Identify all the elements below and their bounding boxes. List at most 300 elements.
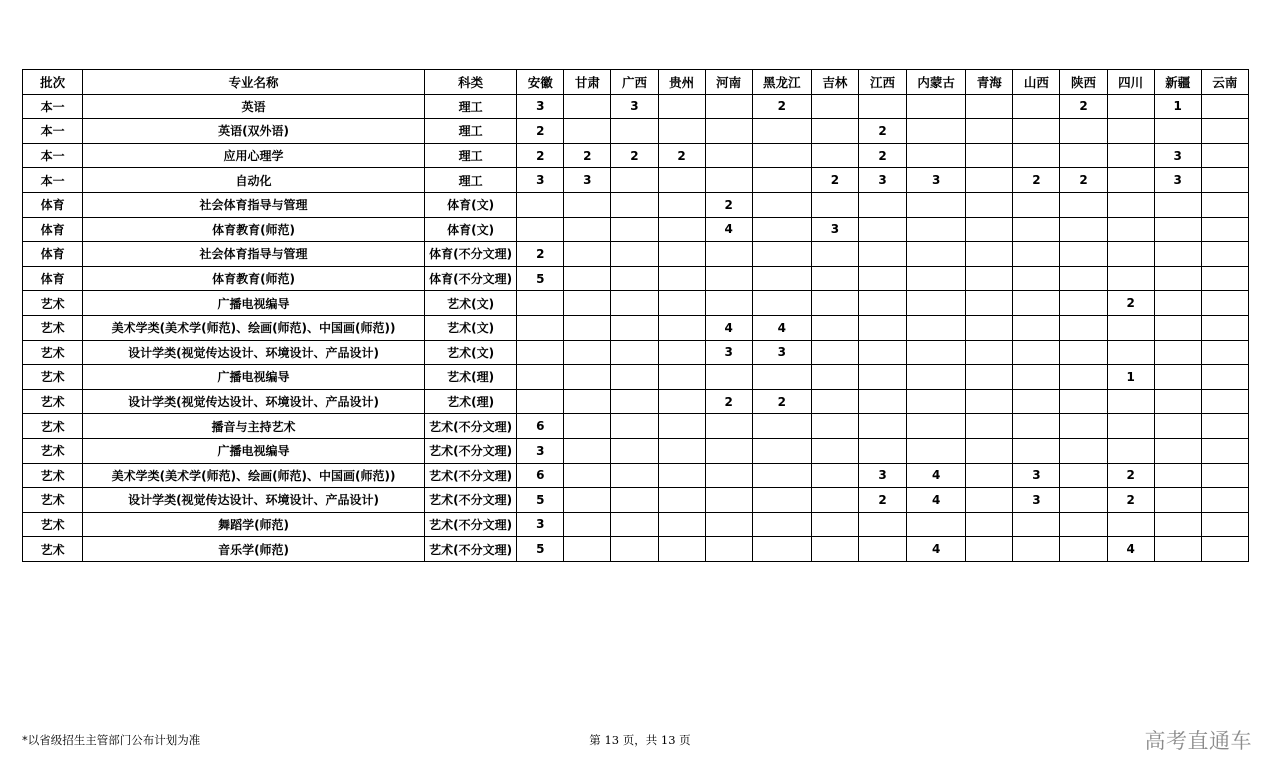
quota-cell: [752, 488, 811, 513]
quota-cell: [907, 340, 966, 365]
quota-cell: 3: [752, 340, 811, 365]
quota-cell: [1060, 537, 1107, 562]
table-row: [23, 340, 1249, 365]
table-row: [23, 389, 1249, 414]
quota-cell: [907, 291, 966, 316]
quota-cell: 2: [858, 143, 906, 168]
table-body: [23, 94, 1249, 561]
quota-cell: 2: [517, 242, 564, 267]
quota-cell: [1107, 512, 1154, 537]
quota-cell: [1060, 340, 1107, 365]
quota-cell: [966, 168, 1013, 193]
quota-cell: [966, 291, 1013, 316]
quota-cell: [1013, 438, 1060, 463]
column-header: 山西: [1013, 70, 1060, 95]
quota-cell: [705, 119, 752, 144]
quota-cell: [966, 340, 1013, 365]
quota-cell: 2: [564, 143, 611, 168]
quota-cell: [1060, 463, 1107, 488]
table-row: [23, 488, 1249, 513]
batch-cell: 艺术: [23, 389, 83, 414]
major-cell: 英语: [83, 94, 425, 119]
table-header: [23, 70, 1249, 95]
major-cell: 应用心理学: [83, 143, 425, 168]
quota-cell: [966, 94, 1013, 119]
quota-cell: 3: [811, 217, 858, 242]
quota-cell: [1154, 266, 1201, 291]
quota-cell: [705, 414, 752, 439]
quota-cell: [1107, 389, 1154, 414]
quota-cell: [658, 463, 705, 488]
column-header: 青海: [966, 70, 1013, 95]
quota-cell: [858, 365, 906, 390]
quota-cell: [1060, 315, 1107, 340]
quota-cell: [752, 438, 811, 463]
quota-cell: 3: [517, 168, 564, 193]
quota-cell: [966, 192, 1013, 217]
quota-cell: 1: [1107, 365, 1154, 390]
major-cell: 设计学类(视觉传达设计、环境设计、产品设计): [83, 488, 425, 513]
quota-cell: 4: [907, 463, 966, 488]
quota-cell: [858, 438, 906, 463]
quota-cell: [1013, 217, 1060, 242]
quota-cell: [611, 463, 658, 488]
quota-cell: [966, 365, 1013, 390]
quota-cell: [966, 266, 1013, 291]
table-row: [23, 463, 1249, 488]
quota-cell: [907, 266, 966, 291]
category-cell: 艺术(文): [424, 291, 516, 316]
quota-cell: [858, 414, 906, 439]
quota-cell: [611, 217, 658, 242]
header-row: [23, 70, 1249, 95]
quota-cell: [907, 315, 966, 340]
quota-cell: [1201, 242, 1248, 267]
quota-cell: [1154, 389, 1201, 414]
quota-cell: [1060, 291, 1107, 316]
quota-cell: [564, 119, 611, 144]
quota-cell: [907, 242, 966, 267]
quota-cell: [1107, 119, 1154, 144]
quota-cell: [858, 217, 906, 242]
major-cell: 社会体育指导与管理: [83, 242, 425, 267]
quota-cell: [564, 438, 611, 463]
column-header: 甘肃: [564, 70, 611, 95]
quota-cell: 5: [517, 266, 564, 291]
table-row: [23, 192, 1249, 217]
quota-cell: 3: [1154, 143, 1201, 168]
quota-cell: [752, 217, 811, 242]
column-header: 贵州: [658, 70, 705, 95]
quota-cell: [658, 389, 705, 414]
column-header: 江西: [858, 70, 906, 95]
quota-cell: [752, 168, 811, 193]
quota-cell: [658, 340, 705, 365]
column-header: 吉林: [811, 70, 858, 95]
table-row: [23, 168, 1249, 193]
category-cell: 艺术(不分文理): [424, 463, 516, 488]
quota-cell: [858, 291, 906, 316]
quota-cell: [966, 119, 1013, 144]
quota-cell: [1154, 291, 1201, 316]
quota-cell: [564, 315, 611, 340]
column-header: 科类: [424, 70, 516, 95]
quota-cell: [752, 242, 811, 267]
quota-cell: [966, 389, 1013, 414]
quota-cell: [811, 537, 858, 562]
quota-cell: [966, 512, 1013, 537]
quota-cell: [705, 512, 752, 537]
major-cell: 广播电视编导: [83, 365, 425, 390]
category-cell: 艺术(不分文理): [424, 438, 516, 463]
quota-cell: [1060, 414, 1107, 439]
quota-cell: [858, 242, 906, 267]
major-cell: 舞蹈学(师范): [83, 512, 425, 537]
quota-cell: [1060, 119, 1107, 144]
table-row: [23, 438, 1249, 463]
quota-cell: [611, 119, 658, 144]
quota-cell: [907, 119, 966, 144]
major-cell: 广播电视编导: [83, 438, 425, 463]
quota-cell: 2: [517, 143, 564, 168]
table-row: [23, 266, 1249, 291]
quota-cell: 4: [705, 315, 752, 340]
quota-cell: [1201, 266, 1248, 291]
quota-cell: [517, 315, 564, 340]
quota-cell: 2: [705, 389, 752, 414]
quota-cell: [907, 365, 966, 390]
quota-cell: 2: [1107, 463, 1154, 488]
quota-cell: 3: [907, 168, 966, 193]
quota-cell: [1013, 512, 1060, 537]
category-cell: 艺术(不分文理): [424, 414, 516, 439]
quota-cell: [1107, 438, 1154, 463]
quota-cell: [1060, 242, 1107, 267]
major-cell: 美术学类(美术学(师范)、绘画(师范)、中国画(师范)): [83, 315, 425, 340]
quota-cell: 5: [517, 537, 564, 562]
quota-cell: [611, 291, 658, 316]
batch-cell: 体育: [23, 192, 83, 217]
column-header: 云南: [1201, 70, 1248, 95]
quota-cell: [1154, 315, 1201, 340]
quota-cell: [1107, 266, 1154, 291]
column-header: 河南: [705, 70, 752, 95]
quota-cell: [1060, 438, 1107, 463]
quota-cell: [564, 94, 611, 119]
quota-cell: [858, 315, 906, 340]
batch-cell: 艺术: [23, 365, 83, 390]
table-row: [23, 119, 1249, 144]
quota-cell: [1013, 537, 1060, 562]
quota-cell: 3: [517, 94, 564, 119]
category-cell: 艺术(不分文理): [424, 537, 516, 562]
quota-cell: [611, 340, 658, 365]
quota-cell: 6: [517, 463, 564, 488]
quota-cell: [1013, 266, 1060, 291]
batch-cell: 艺术: [23, 315, 83, 340]
quota-cell: 3: [1013, 488, 1060, 513]
quota-cell: [1201, 94, 1248, 119]
major-cell: 自动化: [83, 168, 425, 193]
quota-cell: [705, 168, 752, 193]
major-cell: 播音与主持艺术: [83, 414, 425, 439]
column-header: 新疆: [1154, 70, 1201, 95]
quota-cell: [564, 365, 611, 390]
quota-cell: 3: [611, 94, 658, 119]
quota-cell: [658, 192, 705, 217]
quota-cell: [1013, 340, 1060, 365]
quota-cell: [752, 291, 811, 316]
table-row: [23, 242, 1249, 267]
quota-cell: [1107, 242, 1154, 267]
column-header: 四川: [1107, 70, 1154, 95]
quota-cell: [811, 463, 858, 488]
quota-cell: [564, 192, 611, 217]
table-row: [23, 94, 1249, 119]
quota-cell: 3: [705, 340, 752, 365]
batch-cell: 艺术: [23, 512, 83, 537]
quota-cell: [1107, 340, 1154, 365]
quota-cell: [1154, 537, 1201, 562]
batch-cell: 体育: [23, 242, 83, 267]
quota-cell: [811, 488, 858, 513]
batch-cell: 本一: [23, 119, 83, 144]
category-cell: 艺术(理): [424, 389, 516, 414]
category-cell: 艺术(理): [424, 365, 516, 390]
quota-cell: [1013, 119, 1060, 144]
category-cell: 艺术(不分文理): [424, 512, 516, 537]
category-cell: 理工: [424, 119, 516, 144]
quota-cell: [1201, 537, 1248, 562]
quota-cell: [611, 192, 658, 217]
quota-cell: [1154, 365, 1201, 390]
batch-cell: 艺术: [23, 438, 83, 463]
quota-cell: [1201, 414, 1248, 439]
quota-cell: 3: [517, 512, 564, 537]
column-header: 安徽: [517, 70, 564, 95]
quota-cell: [611, 512, 658, 537]
batch-cell: 本一: [23, 143, 83, 168]
quota-cell: [611, 242, 658, 267]
quota-cell: [611, 365, 658, 390]
quota-cell: [658, 291, 705, 316]
quota-cell: [1107, 94, 1154, 119]
batch-cell: 艺术: [23, 488, 83, 513]
quota-cell: [1154, 119, 1201, 144]
quota-cell: [752, 463, 811, 488]
quota-cell: [564, 537, 611, 562]
quota-cell: [1060, 488, 1107, 513]
quota-cell: [1201, 143, 1248, 168]
quota-cell: [752, 143, 811, 168]
quota-cell: [907, 389, 966, 414]
enrollment-plan-table: [22, 69, 1249, 562]
quota-cell: [966, 488, 1013, 513]
quota-cell: [517, 291, 564, 316]
quota-cell: [1154, 242, 1201, 267]
quota-cell: [658, 488, 705, 513]
batch-cell: 本一: [23, 168, 83, 193]
quota-cell: [1013, 315, 1060, 340]
quota-cell: [1154, 438, 1201, 463]
quota-cell: 6: [517, 414, 564, 439]
quota-cell: [1201, 291, 1248, 316]
quota-cell: [1060, 365, 1107, 390]
quota-cell: [658, 315, 705, 340]
quota-cell: 3: [564, 168, 611, 193]
quota-cell: [1201, 389, 1248, 414]
table-row: [23, 365, 1249, 390]
quota-cell: [752, 512, 811, 537]
quota-cell: [966, 242, 1013, 267]
quota-cell: [1107, 315, 1154, 340]
quota-cell: [811, 389, 858, 414]
quota-cell: [1201, 438, 1248, 463]
table-row: [23, 291, 1249, 316]
table-row: [23, 537, 1249, 562]
category-cell: 理工: [424, 168, 516, 193]
quota-cell: [1107, 217, 1154, 242]
major-cell: 体育教育(师范): [83, 266, 425, 291]
quota-cell: [1107, 143, 1154, 168]
batch-cell: 艺术: [23, 537, 83, 562]
quota-cell: [517, 192, 564, 217]
quota-cell: [858, 537, 906, 562]
category-cell: 体育(文): [424, 217, 516, 242]
quota-cell: [1060, 266, 1107, 291]
quota-cell: 4: [907, 537, 966, 562]
quota-cell: [811, 242, 858, 267]
quota-cell: [1107, 414, 1154, 439]
quota-cell: [1154, 192, 1201, 217]
quota-cell: [858, 512, 906, 537]
quota-cell: 2: [752, 389, 811, 414]
batch-cell: 艺术: [23, 340, 83, 365]
quota-cell: [811, 512, 858, 537]
quota-cell: [517, 217, 564, 242]
quota-cell: [705, 291, 752, 316]
column-header: 内蒙古: [907, 70, 966, 95]
quota-cell: [705, 266, 752, 291]
quota-cell: 4: [752, 315, 811, 340]
quota-cell: [907, 414, 966, 439]
batch-cell: 体育: [23, 266, 83, 291]
quota-cell: [1201, 463, 1248, 488]
quota-cell: [564, 242, 611, 267]
quota-cell: [1013, 242, 1060, 267]
quota-cell: [811, 143, 858, 168]
footnote: *以省级招生主管部门公布计划为准: [22, 733, 201, 747]
major-cell: 设计学类(视觉传达设计、环境设计、产品设计): [83, 389, 425, 414]
quota-cell: [1201, 119, 1248, 144]
quota-cell: [658, 217, 705, 242]
quota-cell: 2: [1107, 291, 1154, 316]
quota-cell: [564, 463, 611, 488]
quota-cell: [1013, 94, 1060, 119]
quota-cell: [811, 340, 858, 365]
category-cell: 艺术(不分文理): [424, 488, 516, 513]
quota-cell: [658, 438, 705, 463]
quota-cell: [1013, 291, 1060, 316]
quota-cell: [705, 365, 752, 390]
column-header: 陕西: [1060, 70, 1107, 95]
quota-cell: 2: [658, 143, 705, 168]
quota-cell: 2: [705, 192, 752, 217]
quota-cell: [811, 438, 858, 463]
quota-cell: [564, 217, 611, 242]
quota-cell: [811, 266, 858, 291]
quota-cell: [1201, 488, 1248, 513]
quota-cell: [907, 217, 966, 242]
quota-cell: 3: [858, 463, 906, 488]
quota-cell: [1107, 168, 1154, 193]
quota-cell: [564, 291, 611, 316]
quota-cell: [564, 266, 611, 291]
quota-cell: [705, 143, 752, 168]
quota-cell: [1154, 463, 1201, 488]
quota-cell: [611, 488, 658, 513]
quota-cell: [1154, 340, 1201, 365]
quota-cell: [811, 291, 858, 316]
quota-cell: [1201, 512, 1248, 537]
quota-cell: [1060, 389, 1107, 414]
quota-cell: [1201, 365, 1248, 390]
quota-cell: [658, 242, 705, 267]
quota-cell: [752, 119, 811, 144]
quota-cell: [1013, 143, 1060, 168]
quota-cell: [966, 537, 1013, 562]
quota-cell: [1060, 192, 1107, 217]
quota-cell: [966, 463, 1013, 488]
quota-cell: [658, 537, 705, 562]
quota-cell: [811, 119, 858, 144]
quota-cell: [658, 168, 705, 193]
quota-cell: [705, 242, 752, 267]
quota-cell: [705, 463, 752, 488]
quota-cell: [1013, 192, 1060, 217]
quota-cell: [811, 315, 858, 340]
major-cell: 社会体育指导与管理: [83, 192, 425, 217]
quota-cell: [966, 217, 1013, 242]
column-header: 专业名称: [83, 70, 425, 95]
major-cell: 英语(双外语): [83, 119, 425, 144]
quota-cell: [611, 315, 658, 340]
quota-cell: [907, 143, 966, 168]
quota-cell: 4: [705, 217, 752, 242]
quota-cell: [517, 365, 564, 390]
quota-cell: [811, 365, 858, 390]
category-cell: 理工: [424, 143, 516, 168]
quota-cell: 3: [858, 168, 906, 193]
quota-cell: [1201, 340, 1248, 365]
quota-cell: 2: [517, 119, 564, 144]
major-cell: 美术学类(美术学(师范)、绘画(师范)、中国画(师范)): [83, 463, 425, 488]
table-row: [23, 143, 1249, 168]
quota-cell: [858, 266, 906, 291]
quota-cell: [658, 365, 705, 390]
quota-cell: [1013, 389, 1060, 414]
quota-cell: [858, 340, 906, 365]
quota-cell: [1201, 315, 1248, 340]
quota-cell: [858, 192, 906, 217]
quota-cell: 2: [858, 488, 906, 513]
category-cell: 体育(文): [424, 192, 516, 217]
category-cell: 体育(不分文理): [424, 242, 516, 267]
quota-cell: [611, 414, 658, 439]
quota-cell: [1201, 192, 1248, 217]
quota-cell: [752, 192, 811, 217]
quota-cell: [752, 537, 811, 562]
